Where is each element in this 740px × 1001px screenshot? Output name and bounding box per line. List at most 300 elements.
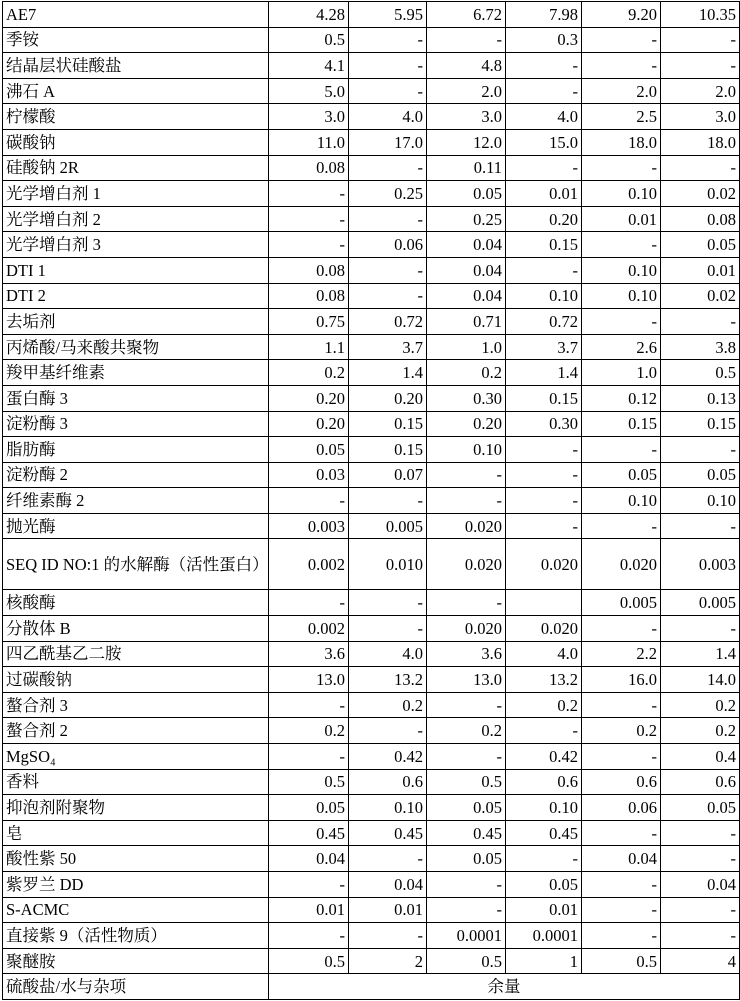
ingredient-amount: - — [661, 437, 740, 463]
ingredient-amount: - — [427, 692, 506, 718]
ingredient-amount: 0.2 — [269, 718, 349, 744]
ingredient-amount: 0.15 — [506, 385, 582, 411]
ingredient-amount: 9.20 — [582, 2, 661, 28]
ingredient-amount: 0.15 — [506, 232, 582, 258]
ingredient-amount: 0.10 — [582, 257, 661, 283]
ingredient-amount: 3.7 — [506, 334, 582, 360]
ingredient-name: 蛋白酶 3 — [3, 385, 269, 411]
table-row — [3, 232, 740, 258]
ingredient-amount: 16.0 — [582, 667, 661, 693]
ingredient-amount: 0.6 — [349, 769, 427, 795]
ingredient-amount: 0.08 — [269, 283, 349, 309]
ingredient-amount: 0.5 — [269, 27, 349, 53]
ingredient-amount: - — [582, 692, 661, 718]
ingredient-amount: - — [582, 872, 661, 898]
ingredient-amount: - — [349, 488, 427, 514]
ingredient-amount: - — [506, 846, 582, 872]
ingredient-amount: 0.07 — [349, 462, 427, 488]
ingredient-amount: 0.45 — [349, 820, 427, 846]
ingredient-amount: - — [582, 309, 661, 335]
ingredient-amount: - — [506, 718, 582, 744]
table-row — [3, 53, 740, 79]
ingredient-name: 季铵 — [3, 27, 269, 53]
ingredient-amount: 0.2 — [269, 360, 349, 386]
ingredient-amount: 0.002 — [269, 616, 349, 642]
ingredient-amount: - — [661, 309, 740, 335]
ingredient-amount: 13.2 — [506, 667, 582, 693]
ingredient-amount: 0.10 — [582, 488, 661, 514]
ingredient-amount: 18.0 — [582, 129, 661, 155]
ingredient-name: SEQ ID NO:1 的水解酶（活性蛋白） — [3, 539, 269, 590]
ingredient-name: 抛光酶 — [3, 513, 269, 539]
table-body — [3, 2, 740, 1000]
ingredient-amount: 0.25 — [349, 181, 427, 207]
ingredient-amount: - — [506, 257, 582, 283]
ingredient-amount: 1.0 — [427, 334, 506, 360]
ingredient-amount: 0.2 — [349, 692, 427, 718]
ingredient-amount: 12.0 — [427, 129, 506, 155]
ingredient-amount: 0.30 — [427, 385, 506, 411]
ingredient-amount: 0.05 — [661, 232, 740, 258]
ingredient-name: 酸性紫 50 — [3, 846, 269, 872]
table-row — [3, 744, 740, 770]
ingredient-name: 碳酸钠 — [3, 129, 269, 155]
ingredient-amount: - — [349, 53, 427, 79]
ingredient-amount: 0.05 — [427, 846, 506, 872]
ingredient-amount: 0.15 — [661, 411, 740, 437]
ingredient-amount: 13.0 — [269, 667, 349, 693]
ingredient-amount: 0.45 — [427, 820, 506, 846]
ingredient-amount: - — [427, 744, 506, 770]
table-row — [3, 488, 740, 514]
ingredient-amount: 3.7 — [349, 334, 427, 360]
ingredient-name: 抑泡剂附聚物 — [3, 795, 269, 821]
ingredient-amount: 1 — [506, 948, 582, 974]
ingredient-amount: 0.5 — [269, 769, 349, 795]
ingredient-name: 沸石 A — [3, 78, 269, 104]
ingredient-amount: - — [661, 846, 740, 872]
ingredient-amount: - — [582, 155, 661, 181]
ingredient-name: S-ACMC — [3, 897, 269, 923]
table-row — [3, 462, 740, 488]
ingredient-amount: 0.25 — [427, 206, 506, 232]
ingredient-amount: 4 — [661, 948, 740, 974]
ingredient-amount: 7.98 — [506, 2, 582, 28]
ingredient-amount: 1.4 — [506, 360, 582, 386]
ingredient-name: 直接紫 9（活性物质） — [3, 923, 269, 949]
ingredient-amount: - — [661, 820, 740, 846]
ingredient-amount: 3.0 — [427, 104, 506, 130]
ingredient-amount: 4.0 — [506, 104, 582, 130]
ingredient-amount: 0.04 — [269, 846, 349, 872]
ingredient-name: 柠檬酸 — [3, 104, 269, 130]
ingredient-amount: 14.0 — [661, 667, 740, 693]
ingredient-amount: 0.03 — [269, 462, 349, 488]
ingredient-name: AE7 — [3, 2, 269, 28]
table-row — [3, 129, 740, 155]
ingredient-amount: 0.10 — [427, 437, 506, 463]
table-row — [3, 334, 740, 360]
table-row — [3, 539, 740, 590]
ingredient-amount: 0.2 — [427, 718, 506, 744]
ingredient-amount: - — [661, 53, 740, 79]
ingredient-amount: - — [506, 53, 582, 79]
ingredient-name: 四乙酰基乙二胺 — [3, 641, 269, 667]
ingredient-amount: 0.0001 — [427, 923, 506, 949]
table-row — [3, 667, 740, 693]
ingredient-name: 淀粉酶 2 — [3, 462, 269, 488]
ingredient-amount: 0.42 — [506, 744, 582, 770]
ingredient-name: 淀粉酶 3 — [3, 411, 269, 437]
ingredient-amount: 0.20 — [427, 411, 506, 437]
ingredient-amount: 0.010 — [349, 539, 427, 590]
table-row — [3, 78, 740, 104]
ingredient-amount: 0.05 — [582, 462, 661, 488]
ingredient-amount: 0.4 — [661, 744, 740, 770]
ingredient-amount: 3.6 — [427, 641, 506, 667]
ingredient-amount: 0.20 — [349, 385, 427, 411]
table-row — [3, 718, 740, 744]
ingredient-amount: 0.10 — [582, 283, 661, 309]
ingredient-amount: 2.2 — [582, 641, 661, 667]
ingredient-amount: 0.020 — [427, 539, 506, 590]
ingredient-name: DTI 2 — [3, 283, 269, 309]
ingredient-amount: 1.4 — [349, 360, 427, 386]
ingredient-amount: - — [269, 488, 349, 514]
ingredient-amount: 18.0 — [661, 129, 740, 155]
table-row — [3, 513, 740, 539]
ingredient-amount: - — [506, 488, 582, 514]
ingredient-name: 聚醚胺 — [3, 948, 269, 974]
ingredient-amount: - — [427, 488, 506, 514]
ingredient-amount: 17.0 — [349, 129, 427, 155]
ingredient-amount: 0.04 — [427, 232, 506, 258]
ingredient-amount: - — [582, 27, 661, 53]
ingredient-amount: - — [582, 923, 661, 949]
ingredient-amount: 0.02 — [661, 283, 740, 309]
ingredient-name: 紫罗兰 DD — [3, 872, 269, 898]
ingredient-amount: 1.0 — [582, 360, 661, 386]
ingredient-amount: 0.5 — [427, 948, 506, 974]
ingredient-name: 核酸酶 — [3, 590, 269, 616]
ingredient-amount: - — [269, 744, 349, 770]
ingredient-amount: - — [269, 181, 349, 207]
table-row — [3, 590, 740, 616]
ingredient-amount: 0.05 — [427, 795, 506, 821]
ingredient-amount: 0.05 — [427, 181, 506, 207]
ingredient-amount: 0.01 — [349, 897, 427, 923]
table-row — [3, 923, 740, 949]
ingredient-amount: 4.0 — [349, 641, 427, 667]
ingredient-amount: - — [661, 616, 740, 642]
ingredient-amount: - — [349, 27, 427, 53]
ingredient-amount: 0.04 — [582, 846, 661, 872]
table-row — [3, 27, 740, 53]
ingredient-amount: - — [506, 513, 582, 539]
ingredient-amount: - — [506, 155, 582, 181]
ingredient-amount: 0.6 — [661, 769, 740, 795]
ingredient-amount: 0.45 — [506, 820, 582, 846]
ingredient-amount: - — [582, 437, 661, 463]
ingredient-amount: 0.2 — [506, 692, 582, 718]
ingredient-amount: 0.5 — [582, 948, 661, 974]
ingredient-amount: 0.10 — [661, 488, 740, 514]
ingredient-amount: 0.06 — [582, 795, 661, 821]
ingredient-amount: 0.10 — [506, 795, 582, 821]
ingredient-name: 螯合剂 3 — [3, 692, 269, 718]
ingredient-amount: 0.13 — [661, 385, 740, 411]
ingredient-amount: - — [661, 923, 740, 949]
ingredient-amount: 0.01 — [582, 206, 661, 232]
ingredient-amount: 0.42 — [349, 744, 427, 770]
ingredient-name: 光学增白剂 1 — [3, 181, 269, 207]
ingredient-amount: 0.15 — [349, 411, 427, 437]
ingredient-amount: - — [427, 872, 506, 898]
ingredient-amount: 0.2 — [661, 718, 740, 744]
table-row-balance — [3, 974, 740, 1000]
ingredient-name: 丙烯酸/马来酸共聚物 — [3, 334, 269, 360]
ingredient-amount: 2.0 — [582, 78, 661, 104]
ingredient-amount: - — [427, 590, 506, 616]
ingredient-amount: 0.020 — [506, 616, 582, 642]
ingredient-amount: - — [582, 232, 661, 258]
ingredient-amount: - — [349, 718, 427, 744]
ingredient-amount: 0.30 — [506, 411, 582, 437]
table-row — [3, 257, 740, 283]
ingredient-amount: - — [506, 462, 582, 488]
ingredient-name: 纤维素酶 2 — [3, 488, 269, 514]
ingredient-amount: 0.005 — [661, 590, 740, 616]
ingredient-name: 羧甲基纤维素 — [3, 360, 269, 386]
table-row — [3, 897, 740, 923]
ingredient-amount: 0.020 — [506, 539, 582, 590]
ingredient-amount: - — [506, 78, 582, 104]
table-row — [3, 948, 740, 974]
ingredient-name: 硅酸钠 2R — [3, 155, 269, 181]
ingredient-amount: 1.4 — [661, 641, 740, 667]
ingredient-amount: - — [269, 206, 349, 232]
ingredient-amount: 0.10 — [349, 795, 427, 821]
ingredient-amount: 0.72 — [506, 309, 582, 335]
ingredient-amount: - — [349, 206, 427, 232]
ingredient-name: 螯合剂 2 — [3, 718, 269, 744]
ingredient-amount: 1.1 — [269, 334, 349, 360]
ingredient-amount: 0.6 — [506, 769, 582, 795]
ingredient-amount: 0.12 — [582, 385, 661, 411]
ingredient-amount: 13.0 — [427, 667, 506, 693]
ingredient-amount: 0.020 — [427, 513, 506, 539]
ingredient-amount: - — [349, 155, 427, 181]
table-row — [3, 641, 740, 667]
ingredient-amount: 0.3 — [506, 27, 582, 53]
ingredient-amount: - — [506, 437, 582, 463]
ingredient-amount: 0.20 — [269, 411, 349, 437]
ingredient-amount: 0.003 — [661, 539, 740, 590]
ingredient-amount: - — [269, 692, 349, 718]
ingredient-amount: 0.02 — [661, 181, 740, 207]
ingredient-amount: 0.01 — [506, 897, 582, 923]
ingredient-amount: 4.0 — [506, 641, 582, 667]
table-row — [3, 283, 740, 309]
ingredient-amount: 0.71 — [427, 309, 506, 335]
table-row — [3, 206, 740, 232]
ingredient-amount: 15.0 — [506, 129, 582, 155]
ingredient-amount: - — [661, 897, 740, 923]
ingredient-amount: 0.05 — [661, 462, 740, 488]
ingredient-amount: 0.5 — [269, 948, 349, 974]
ingredient-amount: 0.020 — [427, 616, 506, 642]
ingredient-amount: 0.002 — [269, 539, 349, 590]
table-row — [3, 820, 740, 846]
ingredient-amount: - — [349, 923, 427, 949]
table-row — [3, 309, 740, 335]
ingredient-amount: - — [349, 846, 427, 872]
table-row — [3, 385, 740, 411]
ingredient-amount: 0.01 — [661, 257, 740, 283]
ingredient-amount: 0.05 — [506, 872, 582, 898]
table-row — [3, 692, 740, 718]
ingredient-amount: - — [582, 53, 661, 79]
table-row — [3, 769, 740, 795]
ingredient-amount: 0.5 — [661, 360, 740, 386]
ingredient-amount: - — [427, 897, 506, 923]
table-row — [3, 872, 740, 898]
ingredient-amount: - — [269, 590, 349, 616]
ingredient-name: 光学增白剂 3 — [3, 232, 269, 258]
ingredient-amount: - — [349, 283, 427, 309]
ingredient-amount — [506, 590, 582, 616]
ingredient-amount: 0.005 — [582, 590, 661, 616]
ingredient-amount: 0.01 — [269, 897, 349, 923]
ingredient-amount: 6.72 — [427, 2, 506, 28]
ingredient-amount: 0.11 — [427, 155, 506, 181]
ingredient-amount: - — [661, 155, 740, 181]
ingredient-amount: - — [427, 462, 506, 488]
ingredient-amount: - — [427, 27, 506, 53]
ingredient-amount: 0.04 — [661, 872, 740, 898]
ingredient-amount: 0.01 — [506, 181, 582, 207]
ingredient-amount: 3.0 — [661, 104, 740, 130]
ingredient-amount: - — [269, 232, 349, 258]
ingredient-amount: 4.28 — [269, 2, 349, 28]
table-row — [3, 2, 740, 28]
ingredient-amount: 0.2 — [661, 692, 740, 718]
ingredient-amount: 0.003 — [269, 513, 349, 539]
table-row — [3, 360, 740, 386]
ingredient-amount: 0.75 — [269, 309, 349, 335]
table-row — [3, 795, 740, 821]
ingredient-amount: 3.8 — [661, 334, 740, 360]
ingredient-amount: 0.0001 — [506, 923, 582, 949]
table-row — [3, 437, 740, 463]
ingredient-amount: - — [349, 257, 427, 283]
ingredient-amount: - — [582, 897, 661, 923]
ingredient-amount: 0.020 — [582, 539, 661, 590]
ingredient-amount: 0.45 — [269, 820, 349, 846]
ingredient-name: 结晶层状硅酸盐 — [3, 53, 269, 79]
ingredient-amount: - — [349, 590, 427, 616]
ingredient-amount: - — [582, 744, 661, 770]
ingredient-name: 香料 — [3, 769, 269, 795]
ingredient-amount: 10.35 — [661, 2, 740, 28]
ingredient-amount: 0.04 — [349, 872, 427, 898]
ingredient-amount: - — [582, 513, 661, 539]
ingredient-amount: 2 — [349, 948, 427, 974]
ingredient-amount: 0.05 — [269, 795, 349, 821]
table-row — [3, 616, 740, 642]
ingredient-amount: 4.1 — [269, 53, 349, 79]
ingredient-amount: - — [661, 27, 740, 53]
ingredient-amount: - — [269, 872, 349, 898]
balance-value: 余量 — [269, 974, 740, 1000]
table-row — [3, 411, 740, 437]
ingredient-amount: 13.2 — [349, 667, 427, 693]
ingredient-amount: 3.0 — [269, 104, 349, 130]
ingredient-amount: - — [349, 616, 427, 642]
formulation-table — [2, 1, 740, 1000]
ingredient-amount: 0.05 — [269, 437, 349, 463]
ingredient-amount: 2.5 — [582, 104, 661, 130]
ingredient-name: 过碳酸钠 — [3, 667, 269, 693]
ingredient-amount: 2.0 — [661, 78, 740, 104]
ingredient-amount: - — [661, 513, 740, 539]
ingredient-amount: 0.6 — [582, 769, 661, 795]
ingredient-amount: 0.04 — [427, 257, 506, 283]
ingredient-amount: 0.005 — [349, 513, 427, 539]
ingredient-amount: - — [349, 78, 427, 104]
ingredient-amount: 2.6 — [582, 334, 661, 360]
ingredient-amount: 0.20 — [506, 206, 582, 232]
ingredient-name: MgSO₄ — [3, 744, 269, 770]
ingredient-amount: 0.10 — [582, 181, 661, 207]
ingredient-amount: 0.2 — [582, 718, 661, 744]
ingredient-amount: 0.06 — [349, 232, 427, 258]
ingredient-amount: 4.8 — [427, 53, 506, 79]
ingredient-amount: 3.6 — [269, 641, 349, 667]
ingredient-name: 皂 — [3, 820, 269, 846]
ingredient-name: 去垢剂 — [3, 309, 269, 335]
ingredient-amount: - — [269, 923, 349, 949]
ingredient-amount: - — [582, 820, 661, 846]
table-row — [3, 104, 740, 130]
ingredient-amount: 2.0 — [427, 78, 506, 104]
ingredient-amount: 0.08 — [661, 206, 740, 232]
ingredient-name: DTI 1 — [3, 257, 269, 283]
ingredient-amount: 5.0 — [269, 78, 349, 104]
ingredient-amount: 5.95 — [349, 2, 427, 28]
ingredient-amount: 0.08 — [269, 257, 349, 283]
ingredient-amount: 0.05 — [661, 795, 740, 821]
ingredient-amount: 0.04 — [427, 283, 506, 309]
ingredient-amount: 4.0 — [349, 104, 427, 130]
table-row — [3, 846, 740, 872]
ingredient-amount: 0.20 — [269, 385, 349, 411]
ingredient-amount: 0.08 — [269, 155, 349, 181]
ingredient-amount: 11.0 — [269, 129, 349, 155]
ingredient-amount: 0.5 — [427, 769, 506, 795]
ingredient-name: 分散体 B — [3, 616, 269, 642]
ingredient-amount: 0.72 — [349, 309, 427, 335]
ingredient-name: 光学增白剂 2 — [3, 206, 269, 232]
ingredient-name: 硫酸盐/水与杂项 — [3, 974, 269, 1000]
ingredient-amount: 0.15 — [582, 411, 661, 437]
ingredient-amount: 0.10 — [506, 283, 582, 309]
ingredient-name: 脂肪酶 — [3, 437, 269, 463]
ingredient-amount: 0.15 — [349, 437, 427, 463]
table-row — [3, 181, 740, 207]
ingredient-amount: - — [582, 616, 661, 642]
ingredient-amount: 0.2 — [427, 360, 506, 386]
